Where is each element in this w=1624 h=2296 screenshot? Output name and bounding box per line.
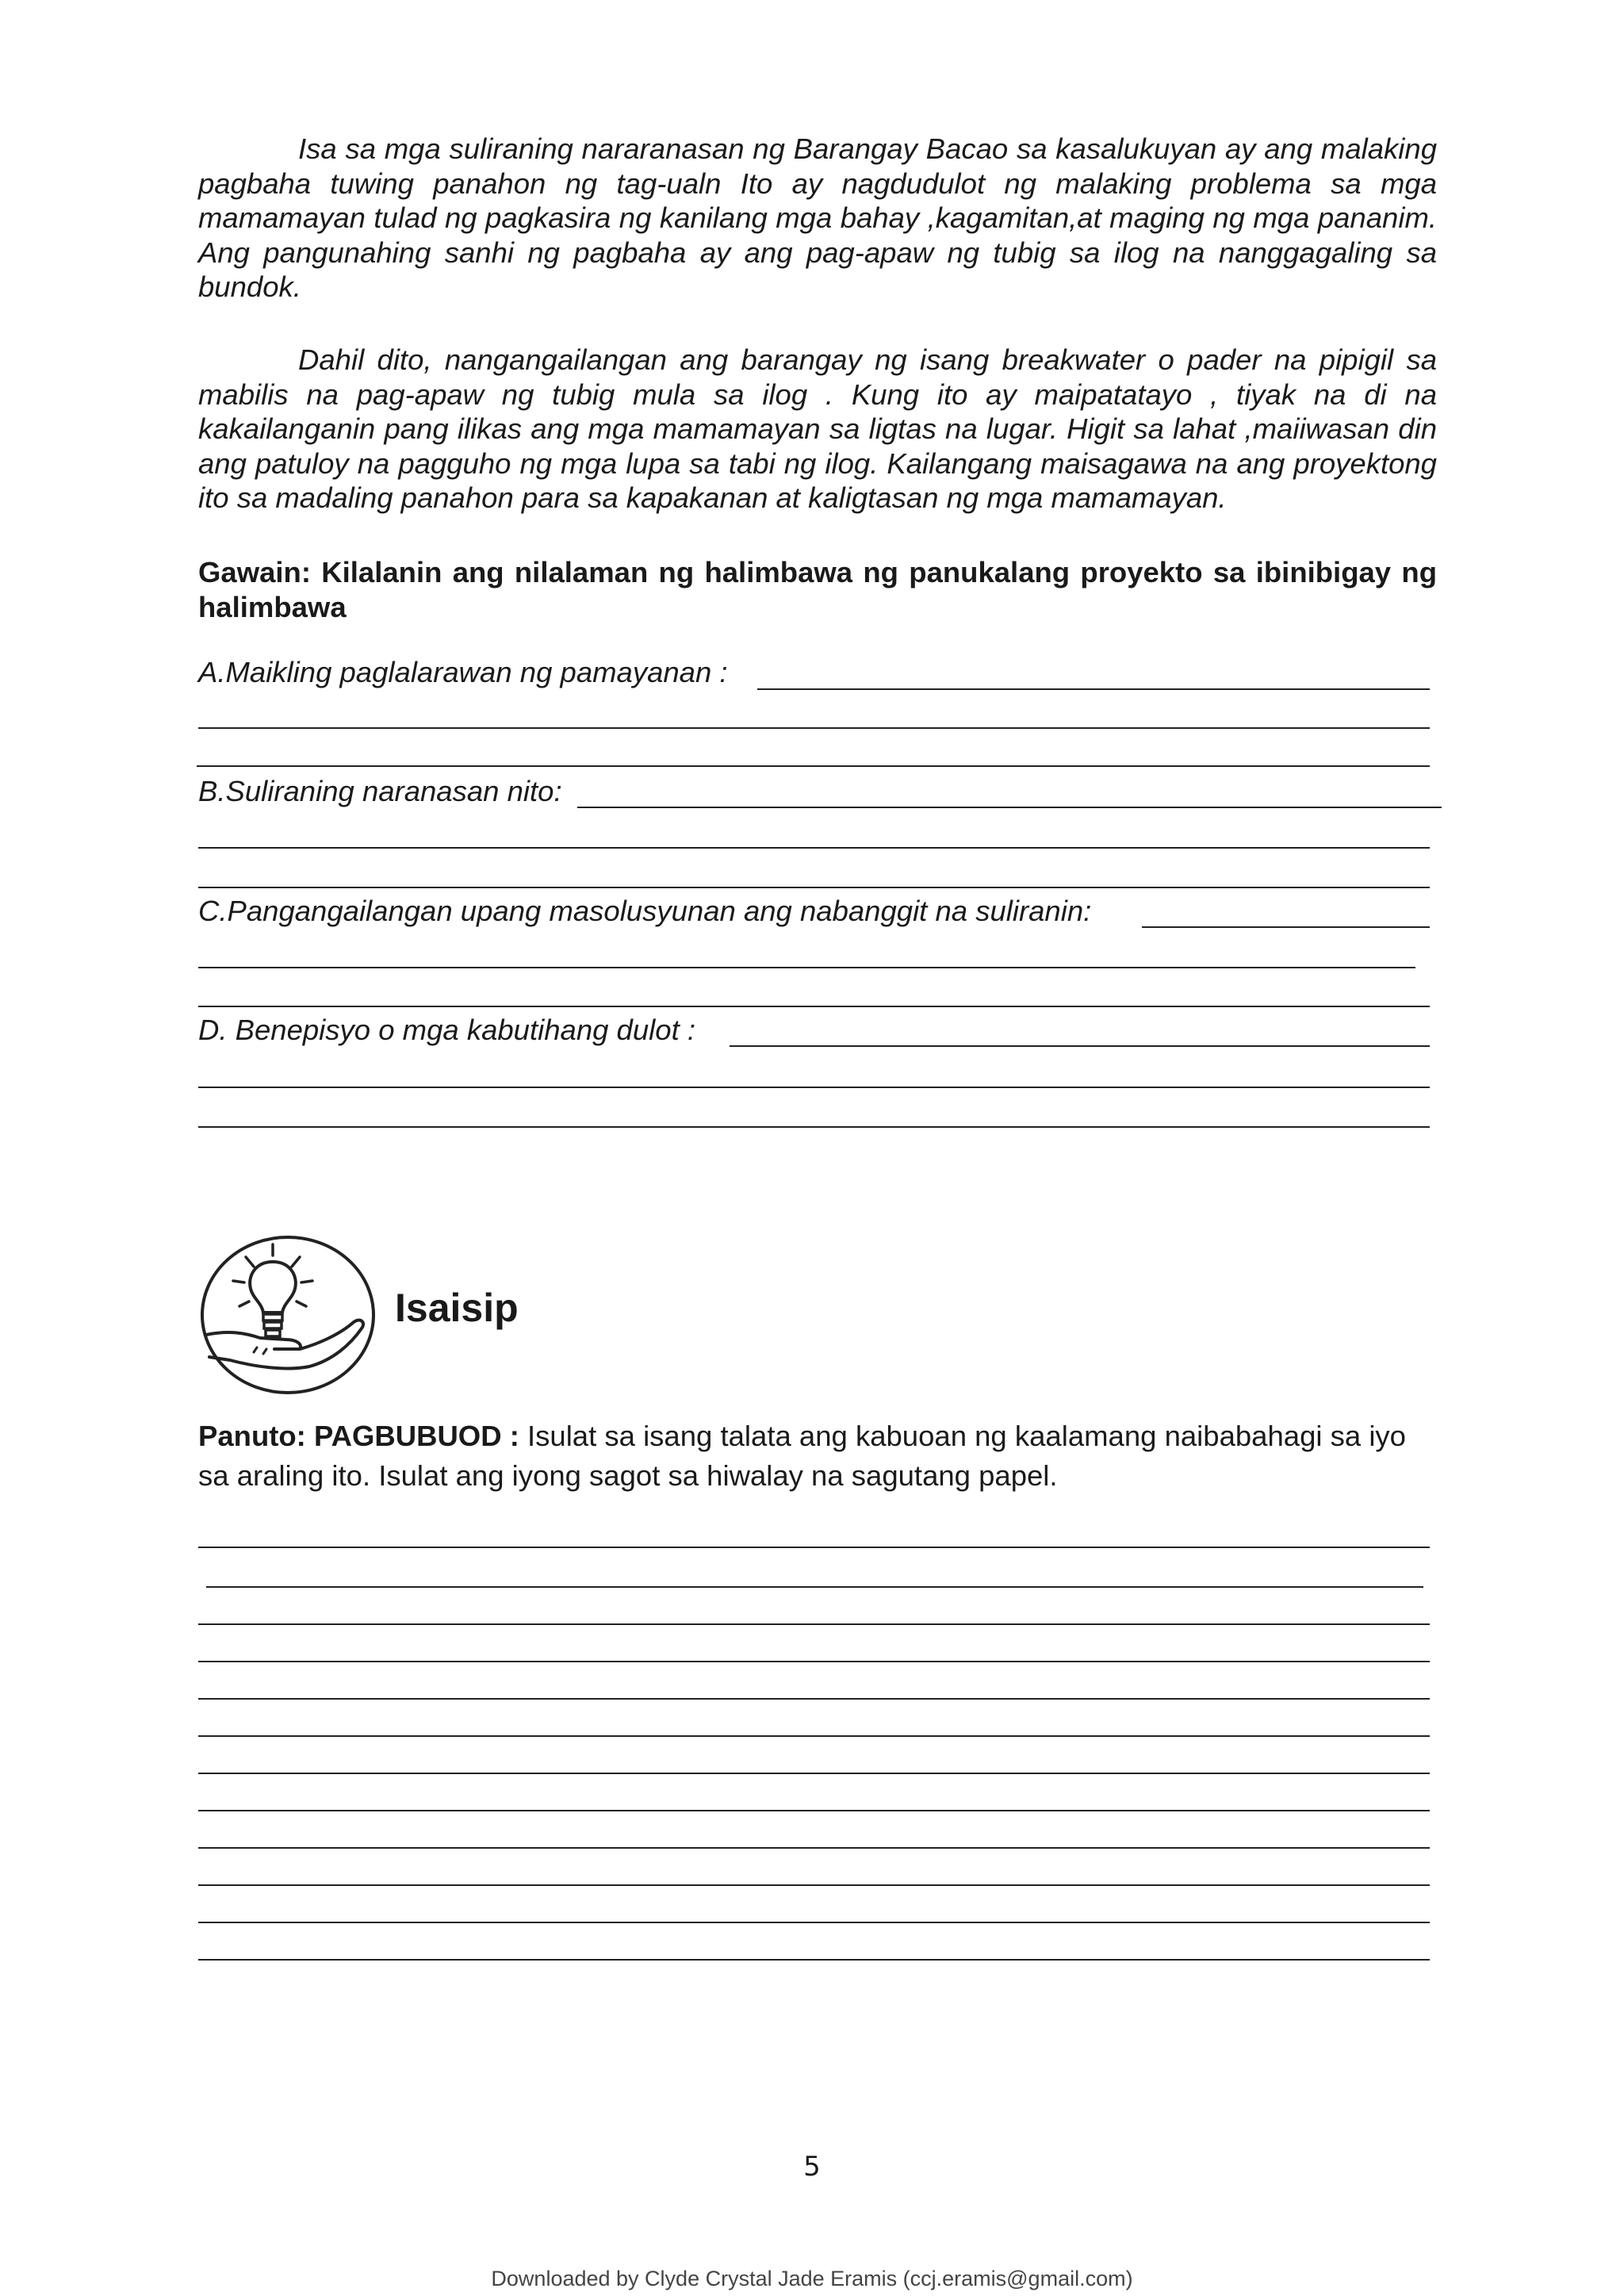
- writing-line-10[interactable]: [198, 1884, 1430, 1886]
- answer-line-d-2[interactable]: [198, 1087, 1430, 1088]
- answer-line-a-2[interactable]: [198, 727, 1430, 729]
- writing-line-1[interactable]: [198, 1547, 1430, 1548]
- item-d-label: D. Benepisyo o mga kabutihang dulot :: [198, 1014, 695, 1046]
- item-c-label: C.Pangangailangan upang masolusyunan ang nabanggit na suliranin:: [198, 895, 1092, 927]
- answer-line-c-2[interactable]: [198, 967, 1415, 968]
- paragraph-2: Dahil dito, nangangailangan ang barangay ng isang breakwater o pader na pipigil sa mabilis na pag-apaw ng tubig mula sa ilog . Kung ito ay maipatatayo , tiyak na di na kakailanganin pang ilikas ang mga mamamayan sa ligtas na lugar. Higit sa lahat ,maiiwasan din ang patuloy na pagguho ng mga lupa sa tabi ng ilog. Kailangang maisagawa na ang proyektong ito sa madaling panahon para sa kapakanan at kaligtasan ng mga mamamayan.: [198, 343, 1437, 514]
- panuto-text: Isulat sa isang talata ang kabuoan ng kaalamang naibabahagi sa iyo sa araling ito. Isulat ang iyong sagot sa hiwalay na sagutang papel.: [198, 1420, 1406, 1492]
- answer-line-c-3[interactable]: [198, 1006, 1430, 1007]
- writing-line-4[interactable]: [198, 1661, 1430, 1662]
- writing-line-8[interactable]: [198, 1810, 1430, 1811]
- answer-line-a-1[interactable]: [757, 688, 1430, 690]
- answer-line-a-3[interactable]: [197, 765, 1430, 767]
- answer-line-b-1[interactable]: [577, 807, 1442, 808]
- gawain-heading: Gawain: Kilalanin ang nilalaman ng halimbawa ng panukalang proyekto sa ibinibigay ng halimbawa: [198, 556, 1437, 623]
- item-b-label: B.Suliraning naranasan nito:: [198, 775, 562, 807]
- isaisip-title: Isaisip: [395, 1286, 519, 1330]
- panuto-paragraph: [198, 1416, 1443, 1496]
- answer-line-d-1[interactable]: [730, 1045, 1430, 1047]
- page-number: 5: [803, 2151, 821, 2183]
- writing-line-5[interactable]: [198, 1698, 1430, 1700]
- lightbulb-in-hand-icon: [198, 1233, 381, 1397]
- writing-line-2[interactable]: [206, 1586, 1423, 1588]
- writing-line-11[interactable]: [198, 1922, 1430, 1923]
- panuto-label: Panuto: PAGBUBUOD :: [198, 1420, 519, 1452]
- writing-line-3[interactable]: [198, 1623, 1430, 1625]
- answer-line-d-3[interactable]: [198, 1126, 1430, 1128]
- answer-line-c-1[interactable]: [1142, 926, 1430, 928]
- writing-line-6[interactable]: [198, 1735, 1430, 1737]
- writing-line-7[interactable]: [198, 1773, 1430, 1774]
- writing-line-9[interactable]: [198, 1847, 1430, 1849]
- answer-line-b-2[interactable]: [198, 847, 1430, 849]
- answer-line-b-3[interactable]: [198, 887, 1430, 888]
- writing-line-12[interactable]: [198, 1959, 1430, 1961]
- paragraph-1: Isa sa mga suliraning nararanasan ng Barangay Bacao sa kasalukuyan ay ang malaking pagbaha tuwing panahon ng tag-ualn Ito ay nagdudulot ng malaking problema sa mga mamamayan tulad ng pagkasira ng kanilang mga bahay ,kagamitan,at maging ng mga pananim. Ang pangunahing sanhi ng pagbaha ay ang pag-apaw ng tubig sa ilog na nanggagaling sa bundok.: [198, 132, 1437, 303]
- item-a-label: A.Maikling paglalarawan ng pamayanan :: [198, 656, 728, 688]
- download-footer: Downloaded by Clyde Crystal Jade Eramis (ccj.eramis@gmail.com): [491, 2267, 1133, 2290]
